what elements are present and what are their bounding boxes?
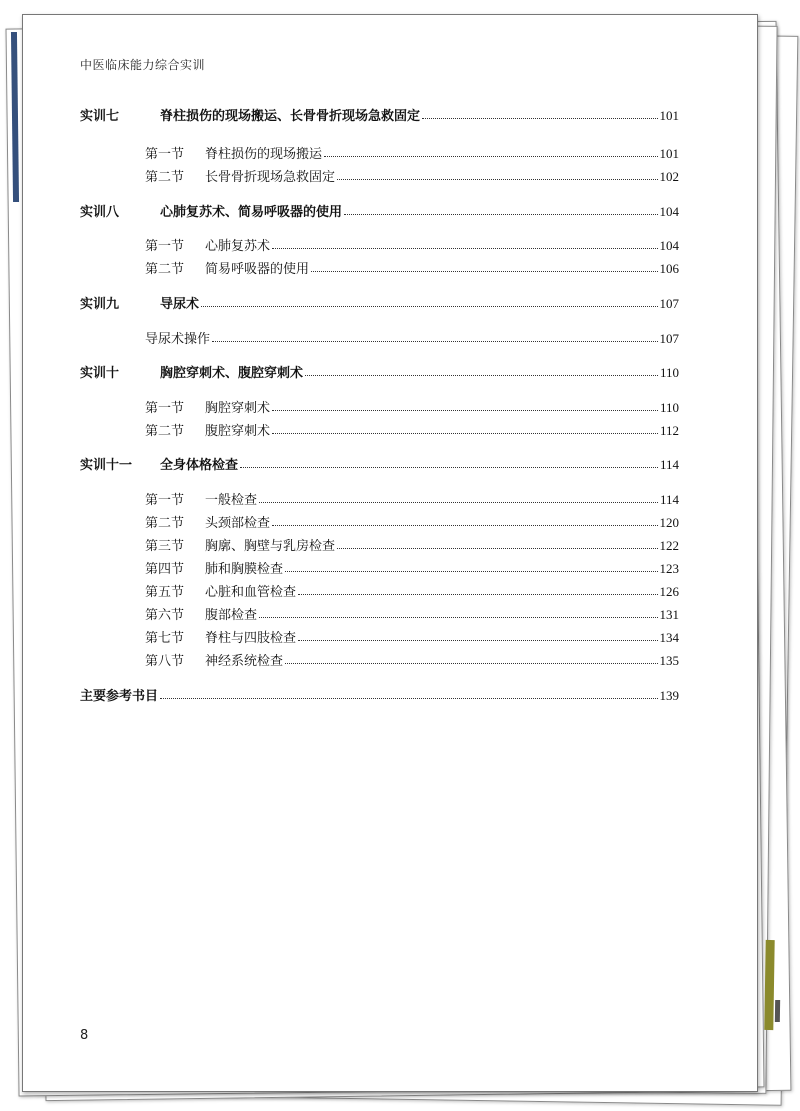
- dot-leader: [212, 341, 657, 342]
- toc-entry-page: 101: [659, 146, 679, 161]
- table-of-contents: [23, 15, 757, 1091]
- toc-entry-title: 心脏和血管检查: [205, 585, 297, 600]
- toc-entry-number: 第二节: [145, 424, 185, 439]
- toc-entry-title: 简易呼吸器的使用: [205, 262, 310, 277]
- toc-entry-number: 第六节: [145, 608, 185, 623]
- toc-entry-page: 122: [659, 538, 679, 553]
- toc-section-entry[interactable]: [145, 169, 679, 186]
- cover-edge: [764, 940, 774, 1030]
- toc-chapter-entry[interactable]: [80, 688, 679, 705]
- toc-entry-page: 139: [659, 688, 679, 703]
- toc-entry-page: 104: [659, 204, 679, 219]
- toc-section-entry[interactable]: [145, 561, 679, 578]
- toc-entry-page: 112: [659, 423, 679, 438]
- toc-entry-page: 110: [659, 400, 679, 415]
- toc-entry-page: 107: [659, 331, 679, 346]
- toc-entry-title: 脊柱损伤的现场搬运、长骨骨折现场急救固定: [160, 109, 421, 124]
- toc-entry-page: 106: [659, 261, 679, 276]
- dot-leader: [305, 375, 658, 376]
- toc-chapter-entry[interactable]: [80, 204, 679, 221]
- dot-leader: [311, 271, 657, 272]
- toc-entry-page: 104: [659, 238, 679, 253]
- dot-leader: [272, 525, 657, 526]
- dot-leader: [298, 640, 657, 641]
- toc-entry-title: 腹部检查: [205, 608, 258, 623]
- toc-section-entry[interactable]: [145, 538, 679, 555]
- toc-section-entry[interactable]: [145, 584, 679, 601]
- toc-section-entry[interactable]: [145, 331, 679, 348]
- toc-section-entry[interactable]: [145, 653, 679, 670]
- toc-entry-title: 肺和胸膜检查: [205, 562, 284, 577]
- document-page: [22, 14, 758, 1092]
- toc-entry-number: 实训十: [80, 366, 120, 381]
- page-number: 8: [80, 1028, 89, 1043]
- toc-section-entry[interactable]: [145, 238, 679, 255]
- toc-entry-title: 腹腔穿刺术: [205, 424, 271, 439]
- toc-entry-title: 一般检查: [205, 493, 258, 508]
- toc-entry-title: 脊柱损伤的现场搬运: [205, 147, 323, 162]
- running-head: 中医临床能力综合实训: [80, 58, 206, 72]
- dot-leader: [240, 467, 658, 468]
- dot-leader: [160, 698, 657, 699]
- dot-leader: [272, 410, 658, 411]
- dot-leader: [337, 179, 657, 180]
- toc-entry-title: 长骨骨折现场急救固定: [205, 170, 336, 185]
- toc-entry-title: 主要参考书目: [80, 689, 159, 704]
- toc-entry-title: 胸廓、胸壁与乳房检查: [205, 539, 336, 554]
- toc-entry-title: 全身体格检查: [160, 458, 239, 473]
- toc-entry-page: 126: [659, 584, 679, 599]
- dot-leader: [201, 306, 657, 307]
- toc-entry-page: 114: [659, 457, 679, 472]
- toc-entry-number: 第八节: [145, 654, 185, 669]
- toc-entry-page: 120: [659, 515, 679, 530]
- toc-section-entry[interactable]: [145, 400, 679, 417]
- toc-chapter-entry[interactable]: [80, 108, 679, 125]
- dot-leader: [285, 571, 657, 572]
- toc-entry-title: 头颈部检查: [205, 516, 271, 531]
- toc-entry-number: 第二节: [145, 516, 185, 531]
- toc-entry-number: 实训八: [80, 205, 120, 220]
- toc-entry-number: 第三节: [145, 539, 185, 554]
- toc-entry-title: 胸腔穿刺术: [205, 401, 271, 416]
- toc-entry-number: 第五节: [145, 585, 185, 600]
- toc-entry-page: 134: [659, 630, 679, 645]
- dot-leader: [272, 433, 658, 434]
- toc-entry-number: 第一节: [145, 239, 185, 254]
- toc-entry-number: 实训十一: [80, 458, 133, 473]
- dot-leader: [259, 617, 657, 618]
- toc-section-entry[interactable]: [145, 515, 679, 532]
- toc-entry-title: 心肺复苏术、简易呼吸器的使用: [160, 205, 343, 220]
- toc-entry-page: 114: [659, 492, 679, 507]
- toc-section-entry[interactable]: [145, 607, 679, 624]
- toc-entry-title: 脊柱与四肢检查: [205, 631, 297, 646]
- dot-leader: [272, 248, 657, 249]
- toc-section-entry[interactable]: [145, 492, 679, 509]
- toc-entry-number: 第二节: [145, 262, 185, 277]
- toc-entry-title: 心肺复苏术: [205, 239, 271, 254]
- toc-entry-number: 第四节: [145, 562, 185, 577]
- toc-entry-number: 第一节: [145, 147, 185, 162]
- toc-section-entry[interactable]: [145, 423, 679, 440]
- toc-chapter-entry[interactable]: [80, 457, 679, 474]
- toc-entry-page: 101: [659, 108, 679, 123]
- toc-section-entry[interactable]: [145, 261, 679, 278]
- dot-leader: [422, 118, 657, 119]
- toc-entry-title: 胸腔穿刺术、腹腔穿刺术: [160, 366, 304, 381]
- toc-section-entry[interactable]: [145, 146, 679, 163]
- toc-entry-number: 第一节: [145, 401, 185, 416]
- toc-section-entry[interactable]: [145, 630, 679, 647]
- dot-leader: [259, 502, 658, 503]
- toc-entry-number: 第七节: [145, 631, 185, 646]
- toc-entry-number: 实训九: [80, 297, 120, 312]
- toc-entry-title: 导尿术: [160, 297, 200, 312]
- toc-entry-page: 131: [659, 607, 679, 622]
- toc-entry-page: 135: [659, 653, 679, 668]
- dot-leader: [298, 594, 657, 595]
- toc-entry-number: 第一节: [145, 493, 185, 508]
- toc-entry-page: 102: [659, 169, 679, 184]
- toc-entry-number: 实训七: [80, 109, 120, 124]
- toc-chapter-entry[interactable]: [80, 365, 679, 382]
- dot-leader: [324, 156, 657, 157]
- toc-entry-page: 107: [659, 296, 679, 311]
- dot-leader: [344, 214, 657, 215]
- toc-entry-page: 123: [659, 561, 679, 576]
- toc-entry-title: 导尿术操作: [145, 332, 211, 347]
- toc-chapter-entry[interactable]: [80, 296, 679, 313]
- dot-leader: [337, 548, 657, 549]
- dot-leader: [285, 663, 657, 664]
- toc-entry-page: 110: [659, 365, 679, 380]
- cover-edge: [775, 1000, 780, 1022]
- toc-entry-number: 第二节: [145, 170, 185, 185]
- toc-entry-title: 神经系统检查: [205, 654, 284, 669]
